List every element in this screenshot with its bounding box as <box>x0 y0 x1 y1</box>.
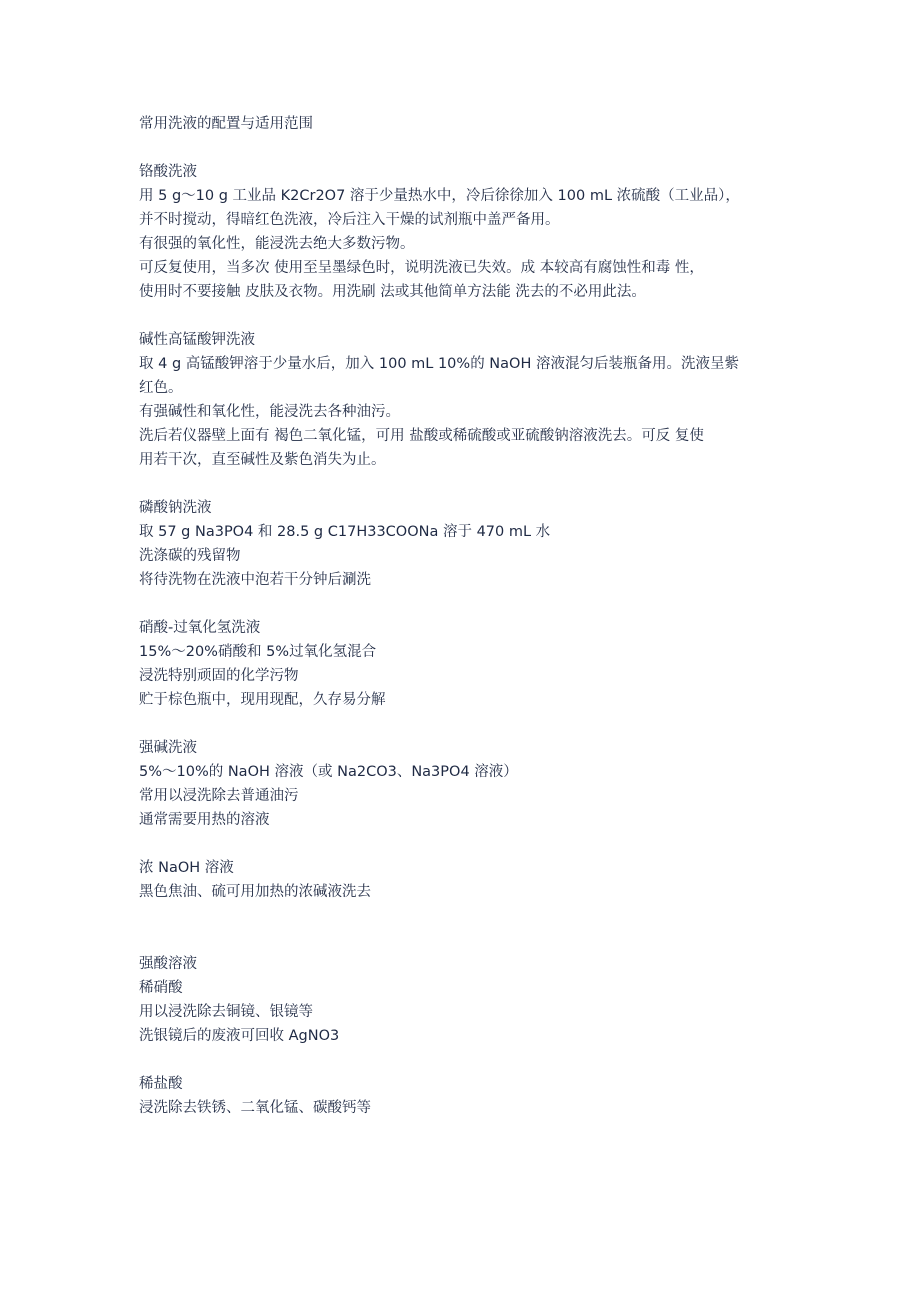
spacer <box>139 472 789 496</box>
paragraph-line: 浸洗特别顽固的化学污物 <box>139 668 299 684</box>
paragraph-line: 将待洗物在洗液中泡若干分钟后涮洗 <box>139 572 371 588</box>
spacer <box>139 832 789 856</box>
paragraph-line: 洗后若仪器壁上面有 褐色二氧化锰，可用 盐酸或稀硫酸或亚硫酸钠溶液洗去。可反 复使 <box>139 428 704 444</box>
paragraph-line: 洗银镜后的废液可回收 AgNO3 <box>139 1028 340 1044</box>
section-heading: 稀盐酸 <box>139 1076 183 1092</box>
section-dilute-hcl <box>139 1072 789 1120</box>
spacer <box>139 136 789 160</box>
section-chromic-acid <box>139 160 789 304</box>
paragraph-line: 取 4 g 高锰酸钾溶于少量水后，加入 100 mL 10%的 NaOH 溶液混匀后装瓶备用。洗液呈紫 <box>139 356 739 372</box>
paragraph-line: 有强碱性和氧化性，能浸洗去各种油污。 <box>139 404 400 420</box>
spacer <box>139 1048 789 1072</box>
document-title: 常用洗液的配置与适用范围 <box>139 116 313 132</box>
paragraph-line: 并不时搅动，得暗红色洗液，冷后注入干燥的试剂瓶中盖严备用。 <box>139 212 560 228</box>
paragraph-line: 用若干次，直至碱性及紫色消失为止。 <box>139 452 386 468</box>
paragraph-line: 浸洗除去铁锈、二氧化锰、碳酸钙等 <box>139 1100 371 1116</box>
spacer <box>139 592 789 616</box>
paragraph-line: 通常需要用热的溶液 <box>139 812 270 828</box>
spacer <box>139 304 789 328</box>
paragraph-line: 5%～10%的 NaOH 溶液（或 Na2CO3、Na3PO4 溶液） <box>139 764 518 780</box>
section-heading: 强酸溶液 <box>139 956 197 972</box>
paragraph-line: 红色。 <box>139 380 183 396</box>
spacer <box>139 712 789 736</box>
section-strong-acid <box>139 952 789 1048</box>
section-strong-alkali <box>139 736 789 832</box>
section-heading: 硝酸-过氧化氢洗液 <box>139 620 261 636</box>
paragraph-line: 黑色焦油、硫可用加热的浓碱液洗去 <box>139 884 371 900</box>
spacer <box>139 904 789 952</box>
section-heading: 强碱洗液 <box>139 740 197 756</box>
section-nitric-peroxide <box>139 616 789 712</box>
paragraph-line: 稀硝酸 <box>139 980 183 996</box>
paragraph-line: 使用时不要接触 皮肤及衣物。用洗刷 法或其他简单方法能 洗去的不必用此法。 <box>139 284 646 300</box>
section-heading: 磷酸钠洗液 <box>139 500 212 516</box>
paragraph-line: 15%～20%硝酸和 5%过氧化氢混合 <box>139 644 377 660</box>
section-sodium-phosphate <box>139 496 789 592</box>
paragraph-line: 可反复使用，当多次 使用至呈墨绿色时，说明洗液已失效。成 本较高有腐蚀性和毒 性， <box>139 260 704 276</box>
paragraph-line: 取 57 g Na3PO4 和 28.5 g C17H33COONa 溶于 470 mL 水 <box>139 524 551 540</box>
section-alkaline-permanganate <box>139 328 789 472</box>
section-heading: 铬酸洗液 <box>139 164 197 180</box>
paragraph-line: 用 5 g～10 g 工业品 K2Cr2O7 溶于少量热水中，冷后徐徐加入 100 mL 浓硫酸（工业品）， <box>139 188 740 204</box>
paragraph-line: 有很强的氧化性，能浸洗去绝大多数污物。 <box>139 236 415 252</box>
section-heading: 浓 NaOH 溶液 <box>139 860 234 876</box>
section-heading: 碱性高锰酸钾洗液 <box>139 332 255 348</box>
paragraph-line: 常用以浸洗除去普通油污 <box>139 788 299 804</box>
document-body <box>139 112 789 1120</box>
paragraph-line: 贮于棕色瓶中，现用现配，久存易分解 <box>139 692 386 708</box>
paragraph-line: 用以浸洗除去铜镜、银镜等 <box>139 1004 313 1020</box>
paragraph-line: 洗涤碳的残留物 <box>139 548 241 564</box>
section-concentrated-naoh <box>139 856 789 904</box>
